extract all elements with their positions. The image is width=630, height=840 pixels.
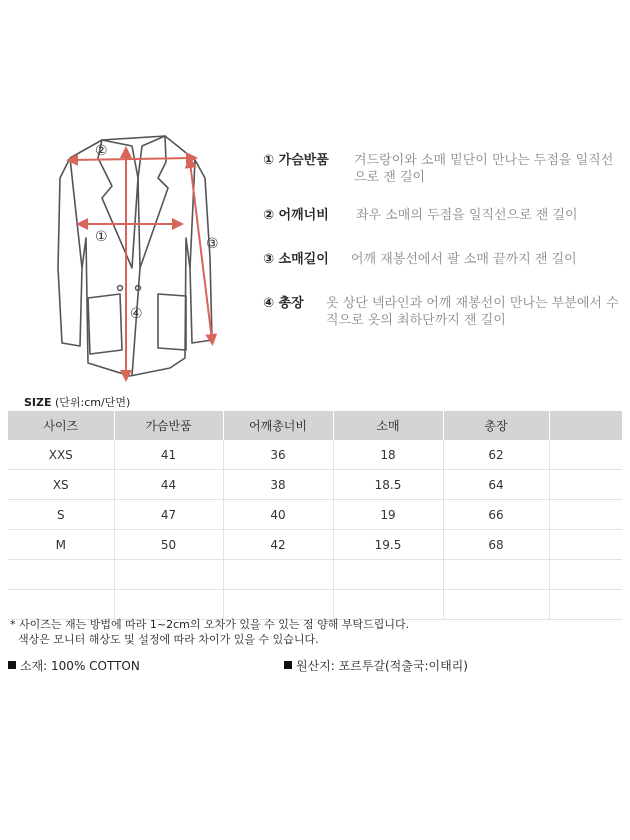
material-info xyxy=(8,657,140,674)
note-line-2: 색상은 모니터 해상도 및 설정에 따라 차이가 있을 수 있습니다. xyxy=(18,633,319,646)
table-cell xyxy=(549,530,622,560)
square-bullet-icon xyxy=(284,661,292,669)
header-sleeve: 소매 xyxy=(333,411,443,440)
size-table xyxy=(8,411,622,620)
table-cell: 68 xyxy=(443,530,549,560)
size-unit-label xyxy=(24,394,130,410)
table-cell xyxy=(549,590,622,620)
table-cell: 36 xyxy=(223,440,333,470)
table-cell: 19.5 xyxy=(333,530,443,560)
table-cell: M xyxy=(8,530,114,560)
table-cell xyxy=(8,560,114,590)
header-size: 사이즈 xyxy=(8,411,114,440)
size-label-bold: SIZE xyxy=(24,396,52,409)
marker-1: ① xyxy=(95,229,108,245)
table-header-row xyxy=(8,411,622,440)
origin-label: 원산지: 포르투갈(적출국:이태리) xyxy=(296,659,468,673)
legend-desc: 좌우 소매의 두점을 일직선으로 잰 길이 xyxy=(356,208,578,223)
table-row xyxy=(8,530,622,560)
table-cell: 38 xyxy=(223,470,333,500)
legend-term: ④ 총장 xyxy=(263,296,304,311)
table-cell xyxy=(549,500,622,530)
marker-4: ④ xyxy=(130,306,143,322)
table-cell: 42 xyxy=(223,530,333,560)
legend-term: ② 어깨너비 xyxy=(263,208,329,223)
table-cell xyxy=(549,440,622,470)
legend-desc: 옷 상단 넥라인과 어깨 재봉선이 만나는 부분에서 수직으로 옷의 최하단까지 잰 길이 xyxy=(326,296,619,328)
table-cell: 19 xyxy=(333,500,443,530)
shoulder-arrow xyxy=(72,158,192,160)
table-cell xyxy=(549,560,622,590)
square-bullet-icon xyxy=(8,661,16,669)
header-chest: 가슴반품 xyxy=(114,411,223,440)
header-empty xyxy=(549,411,622,440)
legend-term: ① 가슴반품 xyxy=(263,153,329,168)
table-cell: XS xyxy=(8,470,114,500)
table-cell: 18.5 xyxy=(333,470,443,500)
marker-3: ③ xyxy=(206,236,219,252)
table-row xyxy=(8,440,622,470)
header-length: 총장 xyxy=(443,411,549,440)
table-cell: 40 xyxy=(223,500,333,530)
table-cell xyxy=(114,590,223,620)
jacket-sketch xyxy=(40,118,240,388)
table-cell: 41 xyxy=(114,440,223,470)
table-cell xyxy=(333,590,443,620)
table-cell: 50 xyxy=(114,530,223,560)
legend-term: ③ 소매길이 xyxy=(263,252,329,267)
origin-info xyxy=(284,657,468,674)
material-label: 소재: 100% COTTON xyxy=(20,659,140,673)
table-cell: 66 xyxy=(443,500,549,530)
table-cell xyxy=(223,560,333,590)
table-cell: 62 xyxy=(443,440,549,470)
table-cell: XXS xyxy=(8,440,114,470)
legend-desc: 겨드랑이와 소매 밑단이 만나는 두점을 일직선으로 잰 길이 xyxy=(354,153,614,185)
table-cell xyxy=(549,470,622,500)
table-row xyxy=(8,470,622,500)
table-cell xyxy=(114,560,223,590)
header-shoulder: 어깨총너비 xyxy=(223,411,333,440)
marker-2: ② xyxy=(95,143,108,159)
size-label-unit: (단위:cm/단면) xyxy=(51,396,131,409)
table-cell: 18 xyxy=(333,440,443,470)
table-cell: S xyxy=(8,500,114,530)
table-cell xyxy=(8,590,114,620)
size-notes xyxy=(10,617,409,647)
table-row xyxy=(8,560,622,590)
note-line-1: * 사이즈는 재는 방법에 따라 1~2cm의 오차가 있을 수 있는 점 양해 부탁드립니다. xyxy=(10,618,410,631)
table-row xyxy=(8,500,622,530)
table-cell xyxy=(223,590,333,620)
table-row xyxy=(8,590,622,620)
table-cell xyxy=(333,560,443,590)
table-cell xyxy=(443,590,549,620)
button-left xyxy=(118,286,123,291)
table-cell: 44 xyxy=(114,470,223,500)
table-cell: 64 xyxy=(443,470,549,500)
table-cell xyxy=(443,560,549,590)
jacket-measurement-diagram xyxy=(40,118,240,388)
legend-desc: 어깨 재봉선에서 팔 소매 끝까지 잰 길이 xyxy=(351,252,577,267)
table-cell: 47 xyxy=(114,500,223,530)
